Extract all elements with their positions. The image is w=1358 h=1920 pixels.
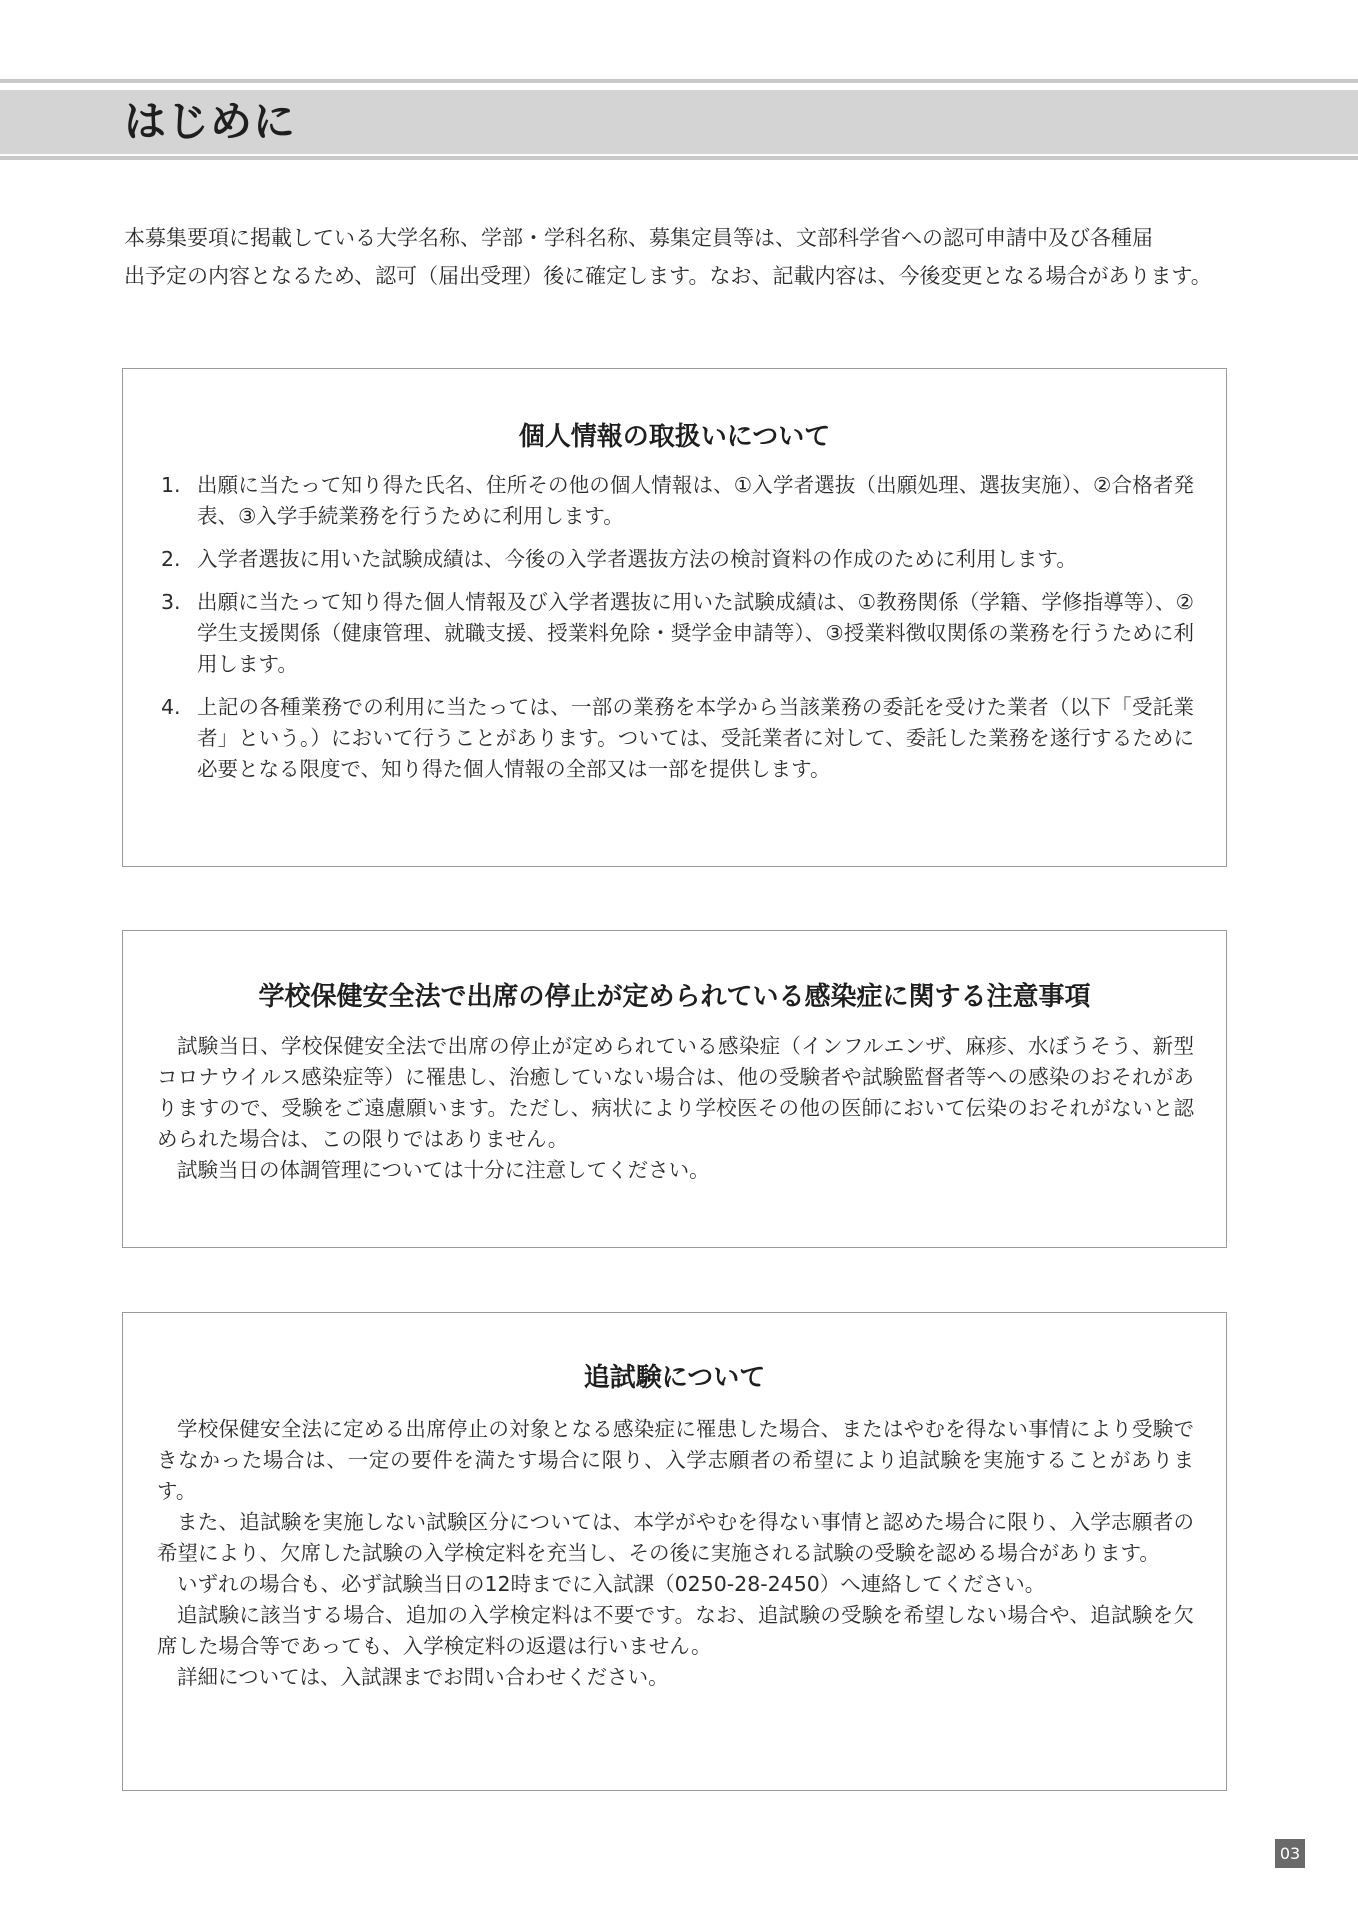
makeup-exam-title: 追試験について (583, 1363, 766, 1393)
item-text: 出願に当たって知り得た氏名、住所その他の個人情報は、①入学者選抜（出願処理、選抜実施）、②合格者発表、③入学手続業務を行うために利用します。 (197, 473, 1194, 528)
privacy-item (123, 692, 1194, 785)
infection-box (122, 930, 1227, 1248)
makeup-paragraph: 詳細については、入試課までお問い合わせください。 (177, 1665, 669, 1689)
privacy-item (123, 544, 1194, 575)
header-bottom-rule (0, 156, 1358, 160)
makeup-paragraph: いずれの場合も、必ず試験当日の12時までに入試課（0250-28-2450）へ連絡してください。 (177, 1572, 1046, 1596)
infection-paragraph: 試験当日、学校保健安全法で出席の停止が定められている感染症（インフルエンザ、麻疹、水ぼうそう、新型コロナウイルス感染症等）に罹患し、治癒していない場合は、他の受験者や試験監督者等への感染のおそれがありますので、受験をご遠慮願います。ただし、病状により学校医その他の医師において伝染のおそれがないと認められた場合は、この限りではありません。 (157, 1034, 1194, 1151)
infection-paragraph: 試験当日の体調管理については十分に注意してください。 (177, 1158, 710, 1182)
item-number: 3. (161, 590, 181, 614)
makeup-paragraph: 追試験に該当する場合、追加の入学検定料は不要です。なお、追試験の受験を希望しない場合や、追試験を欠席した場合等であっても、入学検定料の返還は行いません。 (157, 1603, 1194, 1658)
item-number: 2. (161, 547, 181, 571)
page-number: 03 (1275, 1839, 1305, 1868)
item-number: 1. (161, 473, 181, 497)
makeup-paragraph: また、追試験を実施しない試験区分については、本学がやむを得ない事情と認めた場合に限り、入学志願者の希望により、欠席した試験の入学検定料を充当し、その後に実施される試験の受験を認める場合があります。 (157, 1510, 1194, 1565)
privacy-title: 個人情報の取扱いについて (518, 422, 831, 452)
makeup-paragraph: 学校保健安全法に定める出席停止の対象となる感染症に罹患した場合、またはやむを得ない事情により受験できなかった場合は、一定の要件を満たす場合に限り、入学志願者の希望により追試験を実施することがあります。 (157, 1417, 1194, 1503)
header-top-rule (0, 79, 1358, 83)
item-text: 出願に当たって知り得た個人情報及び入学者選抜に用いた試験成績は、①教務関係（学籍、学修指導等）、②学生支援関係（健康管理、就職支援、授業料免除・奨学金申請等）、③授業料徴収関係の業務を行うために利用します。 (197, 590, 1194, 676)
intro-line: 本募集要項に掲載している大学名称、学部・学科名称、募集定員等は、文部科学省への認可申請中及び各種届 (124, 226, 1153, 250)
makeup-exam-box (122, 1312, 1227, 1791)
infection-title: 学校保健安全法で出席の停止が定められている感染症に関する注意事項 (258, 982, 1091, 1012)
item-text: 上記の各種業務での利用に当たっては、一部の業務を本学から当該業務の委託を受けた業者（以下「受託業者」という。）において行うことがあります。ついては、受託業者に対して、委託した業務を遂行するために必要となる限度で、知り得た個人情報の全部又は一部を提供します。 (197, 695, 1194, 781)
item-text: 入学者選抜に用いた試験成績は、今後の入学者選抜方法の検討資料の作成のために利用します。 (197, 547, 1077, 571)
privacy-list (123, 470, 1226, 785)
intro-text (124, 219, 1239, 295)
intro-line: 出予定の内容となるため、認可（届出受理）後に確定します。なお、記載内容は、今後変更となる場合があります。 (124, 264, 1212, 288)
privacy-item (123, 470, 1194, 532)
item-number: 4. (161, 695, 181, 719)
privacy-box (122, 368, 1227, 867)
privacy-item (123, 587, 1194, 680)
page-title: はじめに (124, 97, 297, 146)
